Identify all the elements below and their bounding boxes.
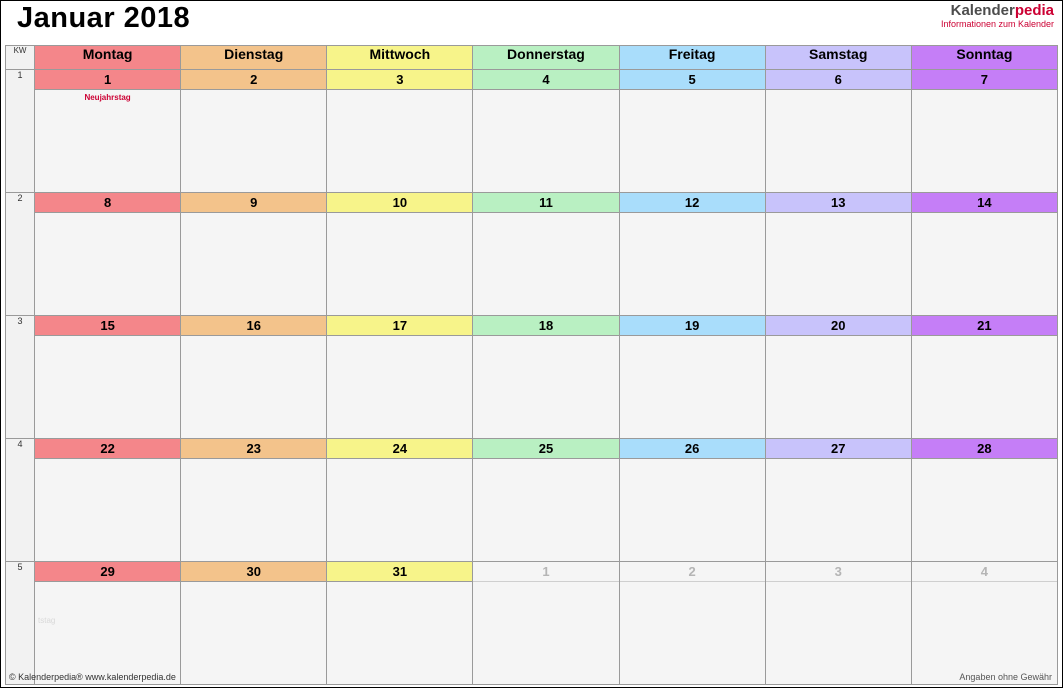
day-notes[interactable] (327, 90, 472, 192)
day-number: 16 (181, 316, 326, 336)
day-number: 10 (327, 193, 472, 213)
day-notes[interactable] (766, 459, 911, 561)
day-number: 5 (620, 70, 765, 90)
day-number: 29 (35, 562, 180, 582)
week-number: 4 (6, 439, 35, 562)
day-cell[interactable] (181, 316, 327, 439)
day-number: 1 (473, 562, 618, 582)
day-cell[interactable] (327, 193, 473, 316)
kw-header: KW (6, 46, 35, 70)
day-number: 1 (35, 70, 180, 90)
day-cell[interactable] (35, 439, 181, 562)
weekday-header-saturday: Samstag (765, 46, 911, 70)
day-number: 11 (473, 193, 618, 213)
day-notes[interactable] (181, 213, 326, 315)
day-number: 20 (766, 316, 911, 336)
day-number: 8 (35, 193, 180, 213)
brand-name-part2: pedia (1014, 2, 1054, 19)
day-number: 31 (327, 562, 472, 582)
week-row (6, 193, 1058, 316)
day-notes[interactable] (473, 459, 618, 561)
day-cell[interactable] (765, 316, 911, 439)
day-cell[interactable] (911, 316, 1057, 439)
day-notes[interactable] (327, 213, 472, 315)
brand-name (941, 3, 1054, 19)
day-cell[interactable] (327, 316, 473, 439)
day-cell-other-month[interactable] (473, 562, 619, 685)
day-cell[interactable] (327, 70, 473, 193)
day-notes[interactable] (620, 336, 765, 438)
day-notes[interactable] (766, 336, 911, 438)
week-row (6, 439, 1058, 562)
day-notes[interactable] (620, 213, 765, 315)
day-cell[interactable] (765, 439, 911, 562)
day-notes[interactable] (473, 213, 618, 315)
day-number: 2 (181, 70, 326, 90)
day-notes[interactable] (181, 459, 326, 561)
day-number: 7 (912, 70, 1057, 90)
day-number: 3 (766, 562, 911, 582)
day-cell[interactable] (181, 439, 327, 562)
weekday-header-tuesday: Dienstag (181, 46, 327, 70)
day-number: 24 (327, 439, 472, 459)
day-number: 17 (327, 316, 472, 336)
day-notes[interactable] (473, 336, 618, 438)
day-notes[interactable] (912, 459, 1057, 561)
day-cell[interactable] (765, 70, 911, 193)
footer-disclaimer: Angaben ohne Gewähr (959, 672, 1052, 682)
day-number: 27 (766, 439, 911, 459)
week-number: 1 (6, 70, 35, 193)
day-notes[interactable] (766, 90, 911, 192)
day-number: 26 (620, 439, 765, 459)
day-cell[interactable] (619, 193, 765, 316)
day-number: 2 (620, 562, 765, 582)
day-number: 18 (473, 316, 618, 336)
day-cell[interactable] (327, 562, 473, 685)
day-cell[interactable] (911, 439, 1057, 562)
day-number: 25 (473, 439, 618, 459)
holiday-label: tstag (38, 616, 56, 625)
day-cell[interactable] (35, 70, 181, 193)
weekday-header-thursday: Donnerstag (473, 46, 619, 70)
day-number: 19 (620, 316, 765, 336)
day-notes[interactable] (35, 213, 180, 315)
day-cell[interactable] (911, 193, 1057, 316)
day-notes[interactable] (766, 213, 911, 315)
day-cell[interactable] (181, 562, 327, 685)
week-number: 2 (6, 193, 35, 316)
weekday-header-friday: Freitag (619, 46, 765, 70)
day-number: 3 (327, 70, 472, 90)
page-header (1, 1, 1062, 45)
day-cell[interactable] (619, 70, 765, 193)
day-number: 21 (912, 316, 1057, 336)
day-notes[interactable] (912, 90, 1057, 192)
page-title: Januar 2018 (17, 2, 191, 34)
brand-name-part1: Kalender (950, 2, 1015, 19)
day-cell[interactable] (911, 70, 1057, 193)
day-cell[interactable] (327, 439, 473, 562)
day-number: 14 (912, 193, 1057, 213)
day-notes[interactable] (35, 336, 180, 438)
day-cell-other-month[interactable] (765, 562, 911, 685)
week-row (6, 562, 1058, 685)
day-notes[interactable] (181, 90, 326, 192)
day-number: 28 (912, 439, 1057, 459)
holiday-label: Neujahrstag (84, 93, 131, 102)
week-row (6, 316, 1058, 439)
day-number: 4 (473, 70, 618, 90)
day-number: 4 (912, 562, 1057, 582)
day-number: 13 (766, 193, 911, 213)
day-cell[interactable] (619, 316, 765, 439)
day-number: 22 (35, 439, 180, 459)
day-cell[interactable] (473, 193, 619, 316)
day-number: 15 (35, 316, 180, 336)
day-notes[interactable] (912, 336, 1057, 438)
day-cell[interactable] (35, 193, 181, 316)
day-notes[interactable] (327, 336, 472, 438)
brand-subtitle: Informationen zum Kalender (940, 18, 1054, 29)
day-notes[interactable] (620, 459, 765, 561)
day-number: 9 (181, 193, 326, 213)
header-row (6, 46, 1058, 70)
day-notes[interactable] (35, 90, 180, 192)
weekday-header-wednesday: Mittwoch (327, 46, 473, 70)
day-number: 12 (620, 193, 765, 213)
weekday-header-monday: Montag (35, 46, 181, 70)
day-cell[interactable] (35, 562, 181, 685)
day-cell[interactable] (181, 193, 327, 316)
day-notes[interactable] (327, 459, 472, 561)
day-number: 6 (766, 70, 911, 90)
day-cell[interactable] (765, 193, 911, 316)
calendar-table (5, 45, 1058, 685)
day-notes[interactable] (35, 459, 180, 561)
footer-copyright: © Kalenderpedia® www.kalenderpedia.de (9, 672, 176, 682)
day-notes[interactable] (181, 336, 326, 438)
day-notes[interactable] (912, 213, 1057, 315)
day-cell[interactable] (473, 439, 619, 562)
day-notes[interactable] (620, 90, 765, 192)
day-cell-other-month[interactable] (911, 562, 1057, 685)
day-number: 30 (181, 562, 326, 582)
day-notes[interactable] (473, 90, 618, 192)
brand-logo (941, 3, 1054, 29)
week-number: 5 (6, 562, 35, 685)
day-cell-other-month[interactable] (619, 562, 765, 685)
day-cell[interactable] (35, 316, 181, 439)
day-cell[interactable] (473, 316, 619, 439)
week-row (6, 70, 1058, 193)
day-cell[interactable] (473, 70, 619, 193)
week-number: 3 (6, 316, 35, 439)
day-cell[interactable] (619, 439, 765, 562)
day-cell[interactable] (181, 70, 327, 193)
weekday-header-sunday: Sonntag (911, 46, 1057, 70)
day-number: 23 (181, 439, 326, 459)
page-footer (1, 669, 1062, 687)
